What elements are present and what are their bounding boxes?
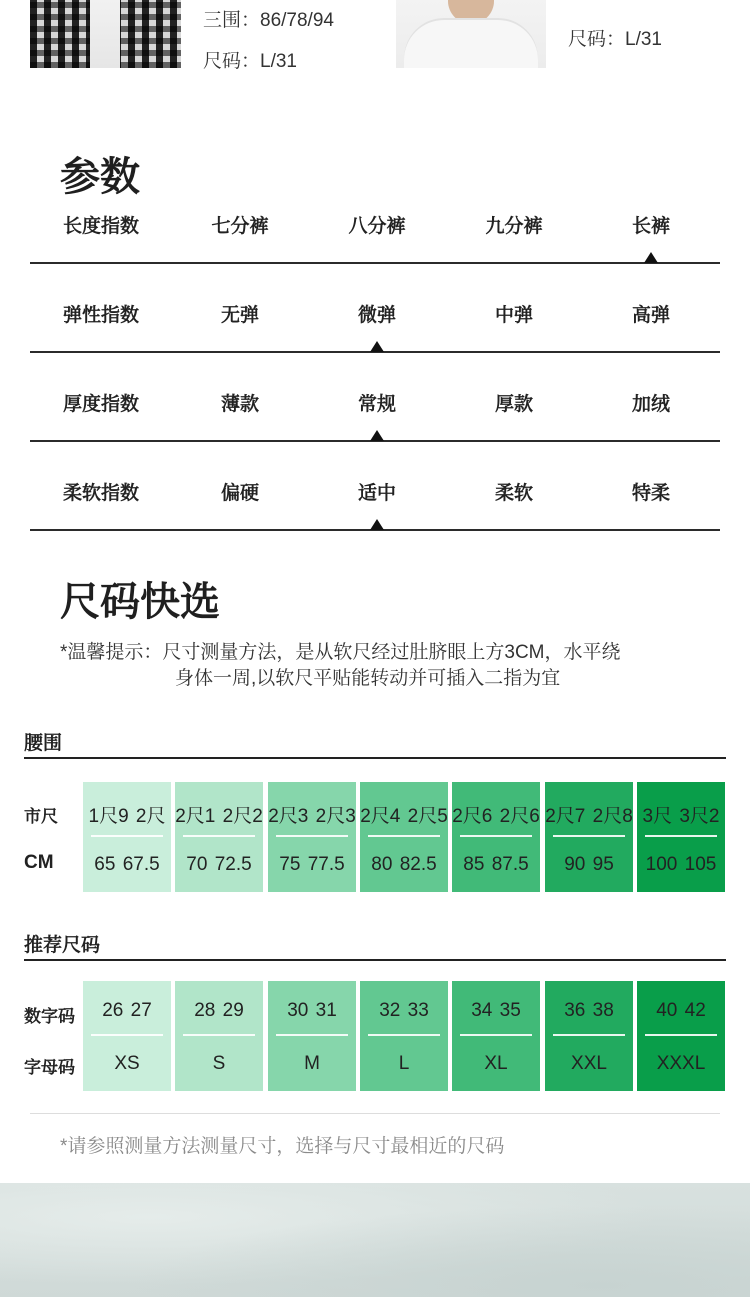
param-option: 厚款 bbox=[494, 394, 533, 415]
param-option: 七分裤 bbox=[211, 216, 269, 237]
size-cell-bottom: 80 82.5 bbox=[371, 854, 437, 875]
model-1-size: 尺码：L/31 bbox=[203, 51, 297, 72]
size-cell-top: 28 29 bbox=[194, 1000, 244, 1021]
size-cell-bottom: 85 87.5 bbox=[463, 854, 529, 875]
size-cell bbox=[545, 981, 633, 1091]
size-cell-divider bbox=[183, 1034, 255, 1036]
waist-header: 腰围 bbox=[24, 733, 63, 754]
size-cell-top: 2尺3 2尺3 bbox=[268, 806, 356, 827]
size-cell-top: 34 35 bbox=[471, 1000, 521, 1021]
param-scale-line bbox=[30, 262, 720, 264]
size-title: 尺码快选 bbox=[60, 580, 220, 624]
model-shirt-icon bbox=[404, 18, 538, 68]
param-row bbox=[30, 215, 720, 304]
size-cell bbox=[360, 782, 448, 892]
param-row bbox=[30, 482, 720, 571]
size-cell-bottom: XL bbox=[484, 1053, 508, 1074]
size-cell-divider bbox=[553, 835, 625, 837]
waist-header-rule bbox=[24, 757, 726, 759]
size-cell-top: 2尺4 2尺5 bbox=[360, 806, 448, 827]
size-cell-divider bbox=[460, 835, 532, 837]
size-cell bbox=[637, 981, 725, 1091]
measure-tip-line1: *温馨提示：尺寸测量方法，是从软尺经过肚脐眼上方3CM，水平绕 bbox=[60, 642, 621, 663]
size-cell-top: 32 33 bbox=[379, 1000, 429, 1021]
param-row bbox=[30, 393, 720, 482]
size-cell bbox=[175, 981, 263, 1091]
size-cell-top: 26 27 bbox=[102, 1000, 152, 1021]
measure-tip-line2: 身体一周,以软尺平贴能转动并可插入二指为宜 bbox=[175, 668, 561, 689]
size-cell-bottom: XXXL bbox=[656, 1053, 706, 1074]
param-option: 高弹 bbox=[631, 305, 670, 326]
size-cell bbox=[452, 981, 540, 1091]
model-photo-2 bbox=[396, 0, 546, 68]
size-cell-bottom: 90 95 bbox=[564, 854, 614, 875]
size-cell-top: 2尺6 2尺6 bbox=[452, 806, 540, 827]
size-cell-divider bbox=[368, 1034, 440, 1036]
size-cell bbox=[268, 981, 356, 1091]
param-indicator-icon bbox=[370, 341, 384, 352]
size-cell-divider bbox=[183, 835, 255, 837]
param-option: 长裤 bbox=[631, 216, 670, 237]
param-option: 柔软 bbox=[494, 483, 533, 504]
size-cell-bottom: 100 105 bbox=[645, 854, 717, 875]
model-2-size: 尺码：L/31 bbox=[568, 29, 662, 50]
size-cell bbox=[83, 981, 171, 1091]
size-cell-top: 2尺7 2尺8 bbox=[545, 806, 633, 827]
param-row-label: 长度指数 bbox=[62, 216, 139, 237]
size-cell bbox=[360, 981, 448, 1091]
size-cell bbox=[175, 782, 263, 892]
size-cell bbox=[637, 782, 725, 892]
size-cell-divider bbox=[645, 835, 717, 837]
size-cell-divider bbox=[368, 835, 440, 837]
note-divider bbox=[30, 1113, 720, 1114]
size-cell-top: 36 38 bbox=[564, 1000, 614, 1021]
param-option: 微弹 bbox=[357, 305, 396, 326]
param-option: 常规 bbox=[357, 394, 396, 415]
size-note: *请参照测量方法测量尺寸，选择与尺寸最相近的尺码 bbox=[60, 1136, 505, 1157]
size-cell-divider bbox=[276, 835, 348, 837]
size-cell-bottom: 75 77.5 bbox=[279, 854, 345, 875]
size-cell bbox=[452, 782, 540, 892]
param-row bbox=[30, 304, 720, 393]
recommend-header-rule bbox=[24, 959, 726, 961]
param-option: 偏硬 bbox=[220, 483, 259, 504]
size-cell-divider bbox=[91, 835, 163, 837]
recommend-row2-label: 字母码 bbox=[24, 1058, 75, 1077]
param-option: 无弹 bbox=[220, 305, 259, 326]
recommend-header: 推荐尺码 bbox=[24, 935, 101, 956]
model-photo-1 bbox=[30, 0, 181, 68]
size-cell-divider bbox=[91, 1034, 163, 1036]
size-cell-top: 3尺 3尺2 bbox=[642, 806, 720, 827]
waist-row1-label: 市尺 bbox=[24, 807, 58, 826]
param-row-label: 柔软指数 bbox=[62, 483, 139, 504]
param-option: 加绒 bbox=[631, 394, 670, 415]
waist-row2-label: CM bbox=[24, 852, 54, 873]
size-cell-bottom: 70 72.5 bbox=[186, 854, 252, 875]
size-cell-divider bbox=[645, 1034, 717, 1036]
size-cell-top: 30 31 bbox=[287, 1000, 337, 1021]
size-cell-top: 40 42 bbox=[656, 1000, 706, 1021]
param-option: 八分裤 bbox=[348, 216, 406, 237]
model-1-measure: 三围：86/78/94 bbox=[203, 10, 334, 31]
size-cell-bottom: XS bbox=[114, 1053, 140, 1074]
size-cell-top: 1尺9 2尺 bbox=[88, 806, 166, 827]
param-indicator-icon bbox=[644, 252, 658, 263]
size-cell-bottom: 65 67.5 bbox=[94, 854, 160, 875]
param-row-label: 弹性指数 bbox=[62, 305, 139, 326]
size-cell bbox=[268, 782, 356, 892]
size-cell-top: 2尺1 2尺2 bbox=[175, 806, 263, 827]
size-cell-divider bbox=[553, 1034, 625, 1036]
param-option: 九分裤 bbox=[485, 216, 543, 237]
size-cell-bottom: L bbox=[398, 1053, 410, 1074]
size-cell bbox=[545, 782, 633, 892]
size-cell-bottom: M bbox=[304, 1053, 320, 1074]
param-option: 中弹 bbox=[494, 305, 533, 326]
size-cell-divider bbox=[276, 1034, 348, 1036]
param-indicator-icon bbox=[370, 430, 384, 441]
size-cell bbox=[83, 782, 171, 892]
param-row-label: 厚度指数 bbox=[62, 394, 139, 415]
param-option: 薄款 bbox=[220, 394, 259, 415]
recommend-row1-label: 数字码 bbox=[24, 1007, 75, 1026]
fabric-photo bbox=[0, 1183, 750, 1297]
size-cell-bottom: XXL bbox=[571, 1053, 607, 1074]
size-cell-divider bbox=[460, 1034, 532, 1036]
size-cell-bottom: S bbox=[212, 1053, 226, 1074]
param-option: 适中 bbox=[357, 483, 396, 504]
param-option: 特柔 bbox=[631, 483, 670, 504]
param-indicator-icon bbox=[370, 519, 384, 530]
params-title: 参数 bbox=[60, 155, 140, 199]
